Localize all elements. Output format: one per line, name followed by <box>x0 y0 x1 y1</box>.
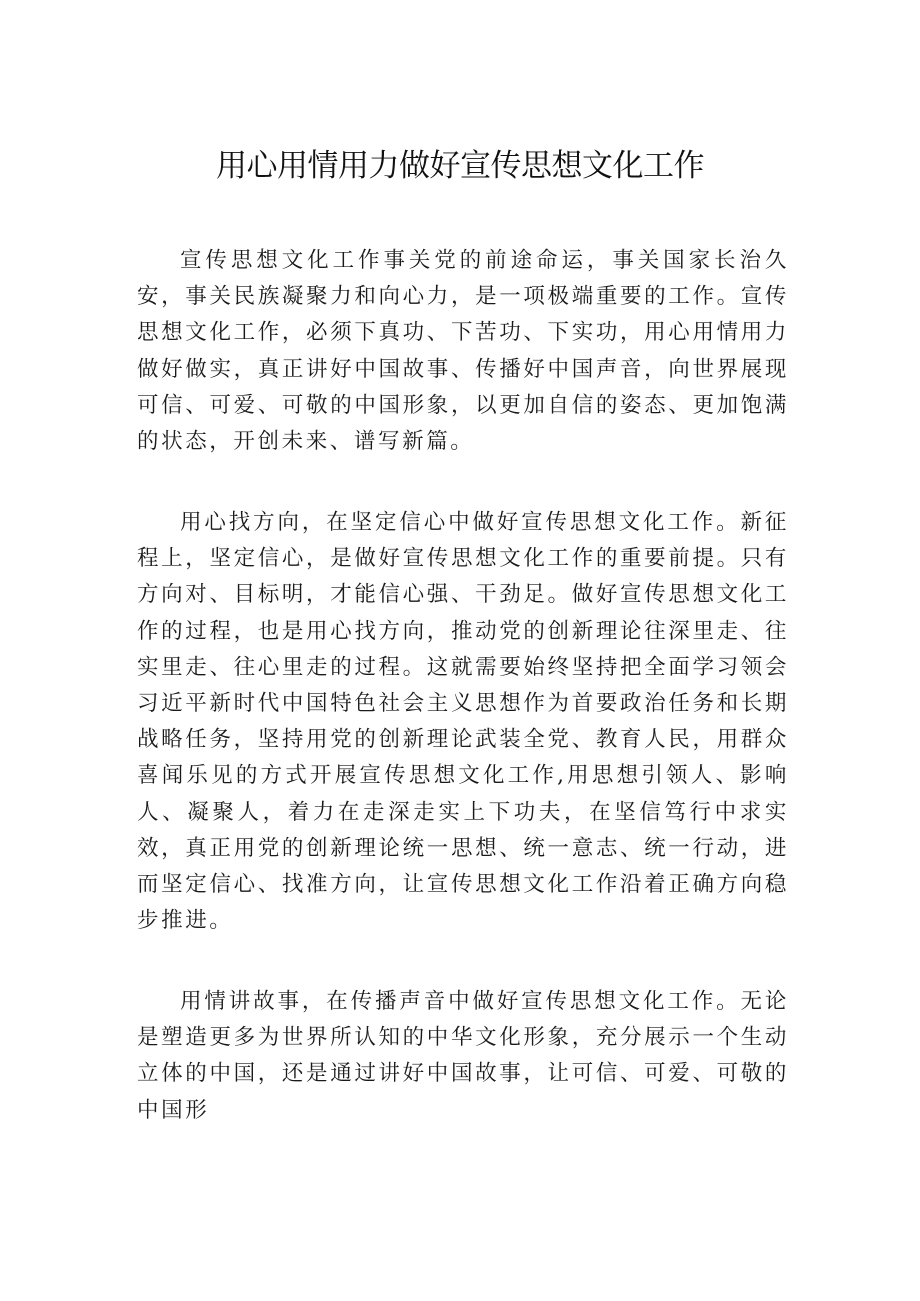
body-paragraph: 用情讲故事，在传播声音中做好宣传思想文化工作。无论是塑造更多为世界所认知的中华文化形象，充分展示一个生动立体的中国，还是通过讲好中国故事，让可信、可爱、可敬的中国形 <box>137 989 789 1123</box>
paragraph-block-3 <box>137 984 789 1129</box>
paragraph-block-2 <box>137 505 789 939</box>
paragraph-block-1 <box>137 243 789 460</box>
body-paragraph: 宣传思想文化工作事关党的前途命运，事关国家长治久安，事关民族凝聚力和向心力，是一项极端重要的工作。宣传思想文化工作，必须下真功、下苦功、下实功，用心用情用力做好做实，真正讲好中国故事、传播好中国声音，向世界展现可信、可爱、可敬的中国形象，以更加自信的姿态、更加饱满的状态，开创未来、谱写新篇。 <box>137 248 789 455</box>
document-title: 用心用情用力做好宣传思想文化工作 <box>216 148 704 184</box>
body-paragraph: 用心找方向，在坚定信心中做好宣传思想文化工作。新征程上，坚定信心，是做好宣传思想文化工作的重要前提。只有方向对、目标明，才能信心强、干劲足。做好宣传思想文化工作的过程，也是用心找方向，推动党的创新理论往深里走、往实里走、往心里走的过程。这就需要始终坚持把全面学习领会习近平新时代中国特色社会主义思想作为首要政治任务和长期战略任务，坚持用党的创新理论武装全党、教育人民，用群众喜闻乐见的方式开展宣传思想文化工作,用思想引领人、影响人、凝聚人，着力在走深走实上下功夫，在坚信笃行中求实效，真正用党的创新理论统一思想、统一意志、统一行动，进而坚定信心、找准方向，让宣传思想文化工作沿着正确方向稳步推进。 <box>137 510 789 934</box>
